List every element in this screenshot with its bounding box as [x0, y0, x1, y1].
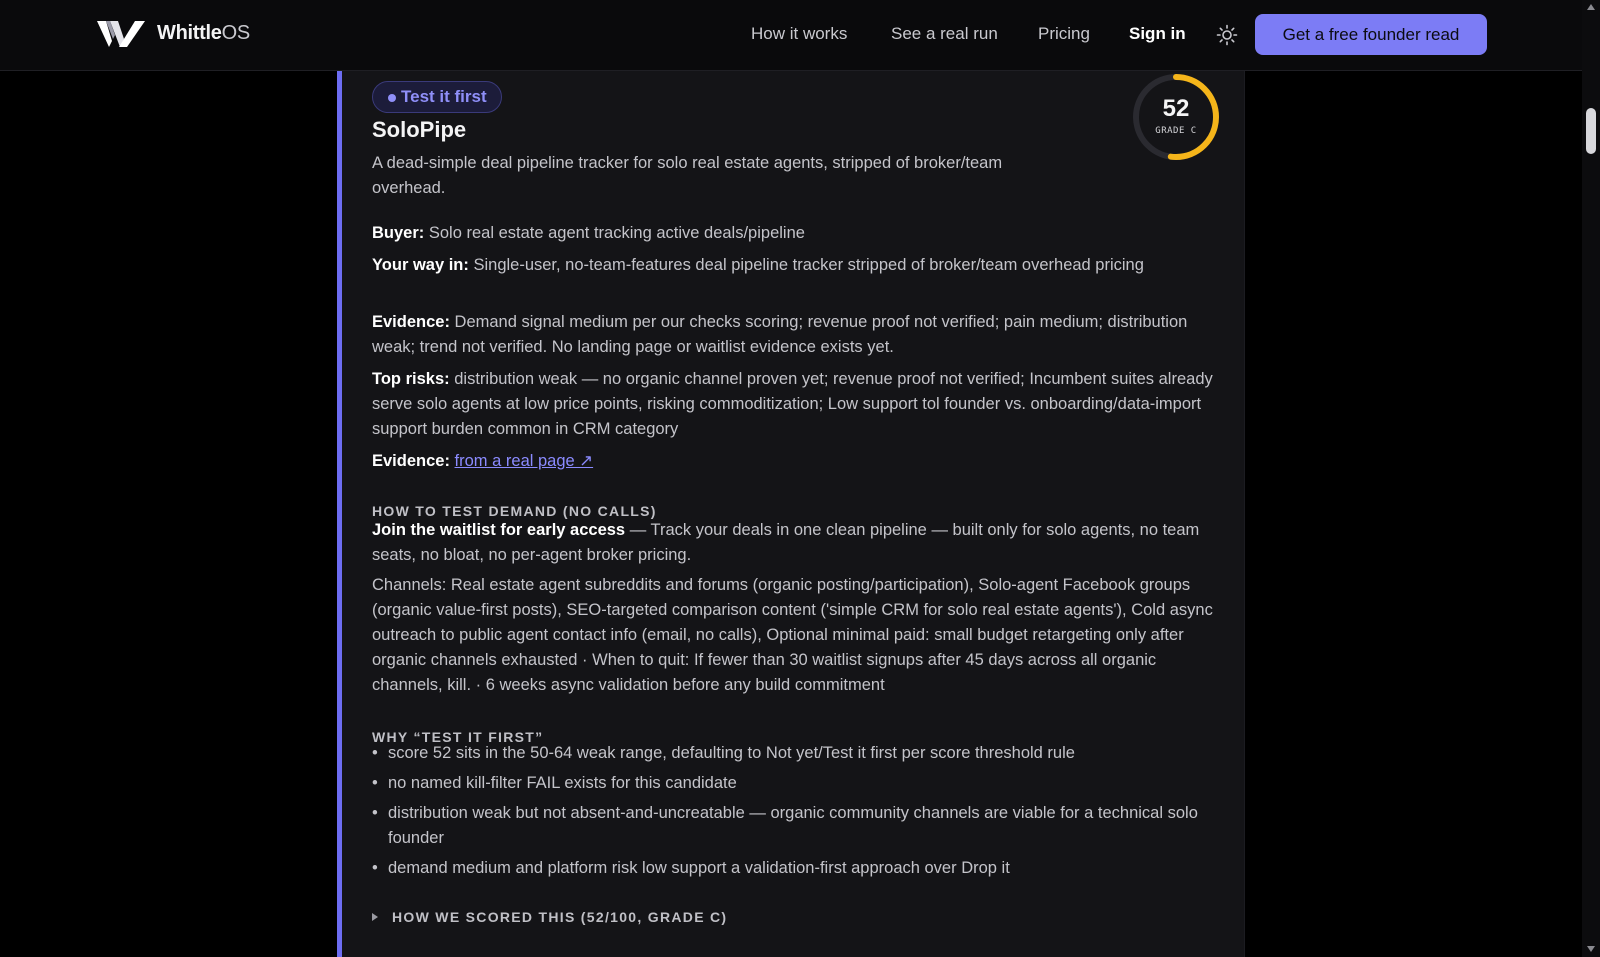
sun-icon[interactable] [1216, 24, 1238, 46]
why-item: • no named kill-filter FAIL exists for this candidate [372, 771, 1212, 796]
top-risks-row [372, 367, 1222, 442]
scroll-down-arrow-icon[interactable] [1587, 946, 1595, 952]
evidence-source-label: Evidence: [372, 452, 450, 470]
page-scrollbar[interactable] [1582, 0, 1600, 957]
brand-name[interactable] [157, 22, 250, 45]
top-risks-value: distribution weak — no organic channel proven yet; revenue proof not verified; Incumbent suites already serve solo agents at low price points, risking commoditization; Low support tol founder vs. onboarding/data-import support burden common in CRM category [372, 370, 1213, 438]
verdict-badge [372, 81, 502, 113]
buyer-row [372, 221, 1202, 246]
whittle-logo-icon[interactable] [97, 19, 145, 49]
way-in-value: Single-user, no-team-features deal pipeline tracker stripped of broker/team overhead pricing [473, 256, 1144, 274]
evidence-value: Demand signal medium per our checks scoring; revenue proof not verified; pain medium; distribution weak; trend not verified. No landing page or waitlist evidence exists yet. [372, 313, 1188, 356]
top-risks-label: Top risks: [372, 370, 450, 388]
nav-see-a-real-run[interactable]: See a real run [891, 24, 998, 43]
evidence-row [372, 310, 1202, 360]
how-we-scored-label: HOW WE SCORED THIS (52/100, GRADE C) [392, 909, 728, 925]
scroll-up-arrow-icon[interactable] [1587, 4, 1595, 10]
disclosure-triangle-icon [372, 913, 378, 921]
brand-bold: Whittle [157, 22, 222, 44]
why-test-heading: WHY “TEST IT FIRST” [372, 729, 544, 745]
waitlist-description: — Track your deals in one clean pipeline — built only for solo agents, no team seats, no bloat, no per-agent broker pricing. [372, 521, 1200, 564]
way-in-row [372, 253, 1202, 278]
sign-in-link[interactable]: Sign in [1129, 24, 1186, 43]
how-we-scored-toggle[interactable] [372, 909, 727, 925]
why-item: • score 52 sits in the 50-64 weak range, defaulting to Not yet/Test it first per score threshold rule [372, 741, 1212, 766]
idea-result-card [337, 71, 1245, 957]
nav-pricing[interactable]: Pricing [1038, 24, 1090, 43]
test-demand-heading: HOW TO TEST DEMAND (NO CALLS) [372, 503, 657, 519]
why-item: • distribution weak but not absent-and-uncreatable — organic community channels are viable for a technical solo founder [372, 801, 1212, 851]
buyer-label: Buyer: [372, 224, 425, 242]
channels-text: Channels: Real estate agent subreddits and forums (organic posting/participation), Solo-agent Facebook groups (organic value-first posts), SEO-targeted comparison content ('simple CRM for solo real estate agents'), Cold async outreach to public agent contact info (email, no calls), Optional minimal paid: small budget retargeting only after organic channels exhausted · When to quit: If fewer than 30 waitlist signups after 45 days across all organic channels, kill. · 6 weeks async validation before any build commitment [372, 576, 1213, 694]
scrollbar-thumb[interactable] [1586, 108, 1596, 154]
evidence-source-link[interactable]: from a real page ↗ [454, 452, 594, 470]
why-item: • demand medium and platform risk low support a validation-first approach over Drop it [372, 856, 1212, 881]
evidence-source-row [372, 449, 1202, 474]
nav-how-it-works[interactable]: How it works [751, 24, 848, 43]
why-test-list [372, 741, 1212, 886]
test-demand-pitch [372, 518, 1202, 568]
score-grade: GRADE C [1155, 126, 1197, 136]
badge-dot-icon [388, 94, 396, 102]
top-navigation-bar [0, 0, 1582, 71]
evidence-label: Evidence: [372, 313, 450, 331]
score-value: 52 [1162, 95, 1190, 122]
idea-tagline: A dead-simple deal pipeline tracker for solo real estate agents, stripped of broker/team overhead. [372, 154, 1003, 197]
buyer-value: Solo real estate agent tracking active deals/pipeline [428, 224, 805, 242]
way-in-label: Your way in: [372, 256, 469, 274]
idea-title: SoloPipe [372, 117, 467, 142]
verdict-badge-label: Test it first [401, 87, 487, 106]
get-free-founder-read-button[interactable]: Get a free founder read [1255, 14, 1487, 55]
brand-light: OS [221, 22, 250, 44]
waitlist-cta-text: Join the waitlist for early access [372, 521, 626, 539]
